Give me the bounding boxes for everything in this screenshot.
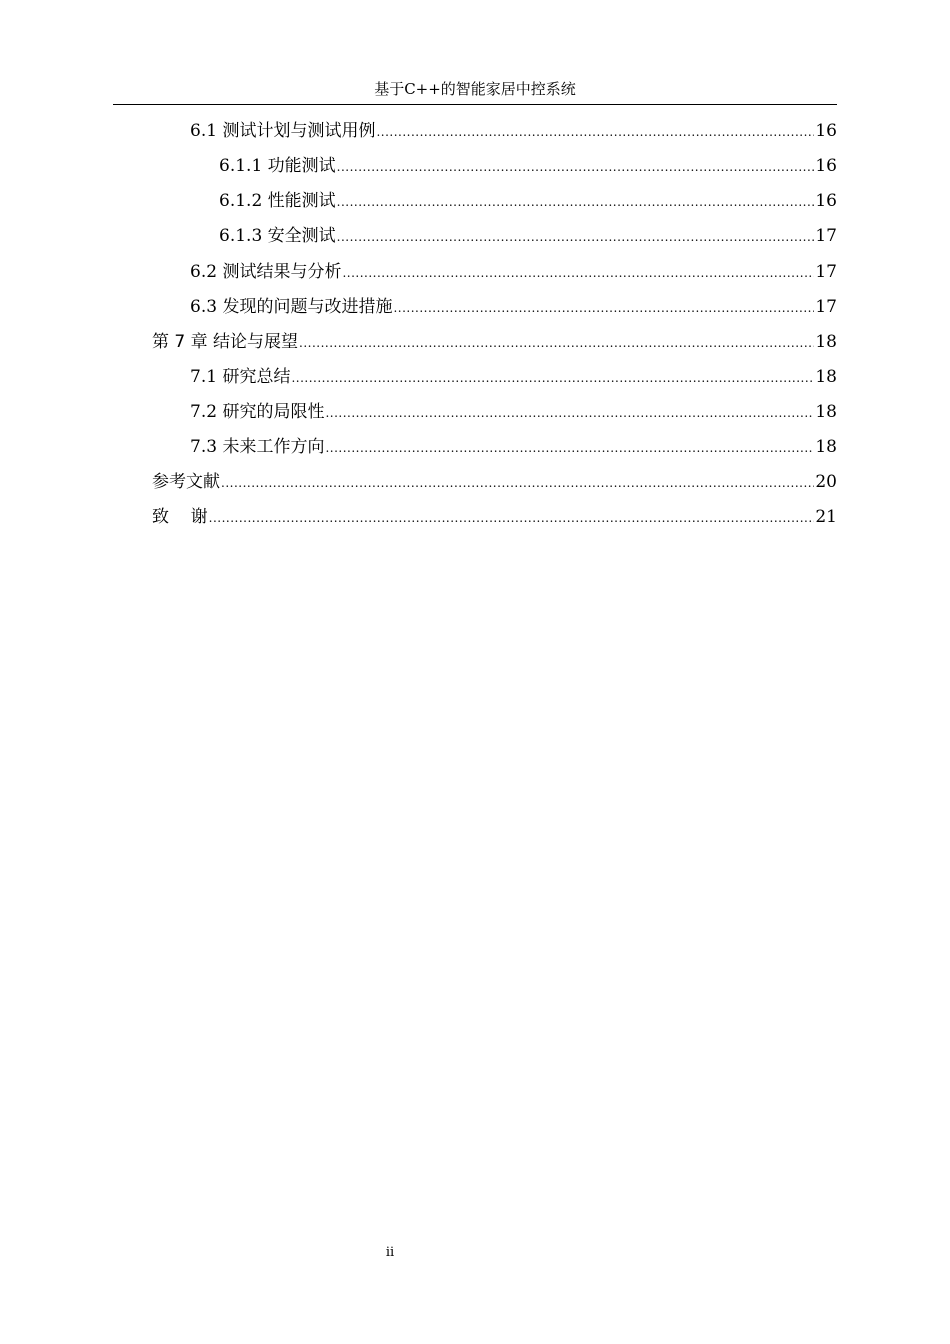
toc-entry-title: 7.2 研究的局限性 <box>190 402 325 422</box>
toc-dot-leader <box>376 120 814 144</box>
toc-entry-page: 17 <box>815 262 837 282</box>
toc-entry-title: 6.1 测试计划与测试用例 <box>190 121 376 141</box>
toc-entry-title: 6.1.1 功能测试 <box>219 156 336 176</box>
toc-entry-6-1[interactable] <box>190 119 837 143</box>
toc-entry-page: 18 <box>815 332 837 352</box>
toc-entry-title: 7.3 未来工作方向 <box>190 437 325 457</box>
toc-dot-leader <box>393 296 814 320</box>
toc-dot-leader <box>291 366 814 390</box>
page-header <box>113 78 837 104</box>
toc-entry-6-1-1[interactable] <box>219 154 837 178</box>
toc-entry-title: 6.1.3 安全测试 <box>219 226 336 246</box>
toc-entry-title: 6.2 测试结果与分析 <box>190 262 342 282</box>
toc-entry-title: 参考文献 <box>152 472 220 492</box>
toc-entry-6-1-2[interactable] <box>219 189 837 213</box>
toc-entry-page: 20 <box>815 472 837 492</box>
toc-dot-leader <box>299 331 814 355</box>
toc-dot-leader <box>337 225 815 249</box>
toc-entry-acknowledgements[interactable] <box>152 505 837 529</box>
toc-entry-7-3[interactable] <box>190 435 837 459</box>
toc-entry-title: 6.1.2 性能测试 <box>219 191 336 211</box>
toc-entry-page: 18 <box>815 402 837 422</box>
toc-entry-title: 第 7 章 结论与展望 <box>152 332 299 352</box>
toc-entry-chapter-7[interactable] <box>152 330 837 354</box>
toc-entry-7-1[interactable] <box>190 365 837 389</box>
toc-dot-leader <box>209 506 815 530</box>
page-number-label: ii <box>385 1245 395 1260</box>
toc-entry-page: 17 <box>815 297 837 317</box>
toc-dot-leader <box>221 471 814 495</box>
toc-entry-page: 17 <box>815 226 837 246</box>
toc-entry-title: 6.3 发现的问题与改进措施 <box>190 297 393 317</box>
toc-entry-6-1-3[interactable] <box>219 224 837 248</box>
toc-dot-leader <box>325 436 814 460</box>
toc-dot-leader <box>337 155 815 179</box>
header-title: 基于C++的智能家居中控系统 <box>374 80 576 98</box>
toc-entry-page: 18 <box>815 437 837 457</box>
toc-entry-page: 18 <box>815 367 837 387</box>
toc-entry-page: 16 <box>815 121 837 141</box>
toc-entry-page: 16 <box>815 156 837 176</box>
header-rule <box>113 104 837 105</box>
toc-dot-leader <box>342 261 814 285</box>
toc-entry-title: 致 谢 <box>152 507 208 527</box>
toc-dot-leader <box>337 190 815 214</box>
toc-entry-6-3[interactable] <box>190 295 837 319</box>
toc-dot-leader <box>325 401 814 425</box>
toc-entry-page: 21 <box>815 507 837 527</box>
toc-entry-references[interactable] <box>152 470 837 494</box>
toc-entry-7-2[interactable] <box>190 400 837 424</box>
toc-entry-6-2[interactable] <box>190 260 837 284</box>
toc-entry-page: 16 <box>815 191 837 211</box>
toc-entry-title: 7.1 研究总结 <box>190 367 291 387</box>
page-number <box>360 1244 420 1262</box>
